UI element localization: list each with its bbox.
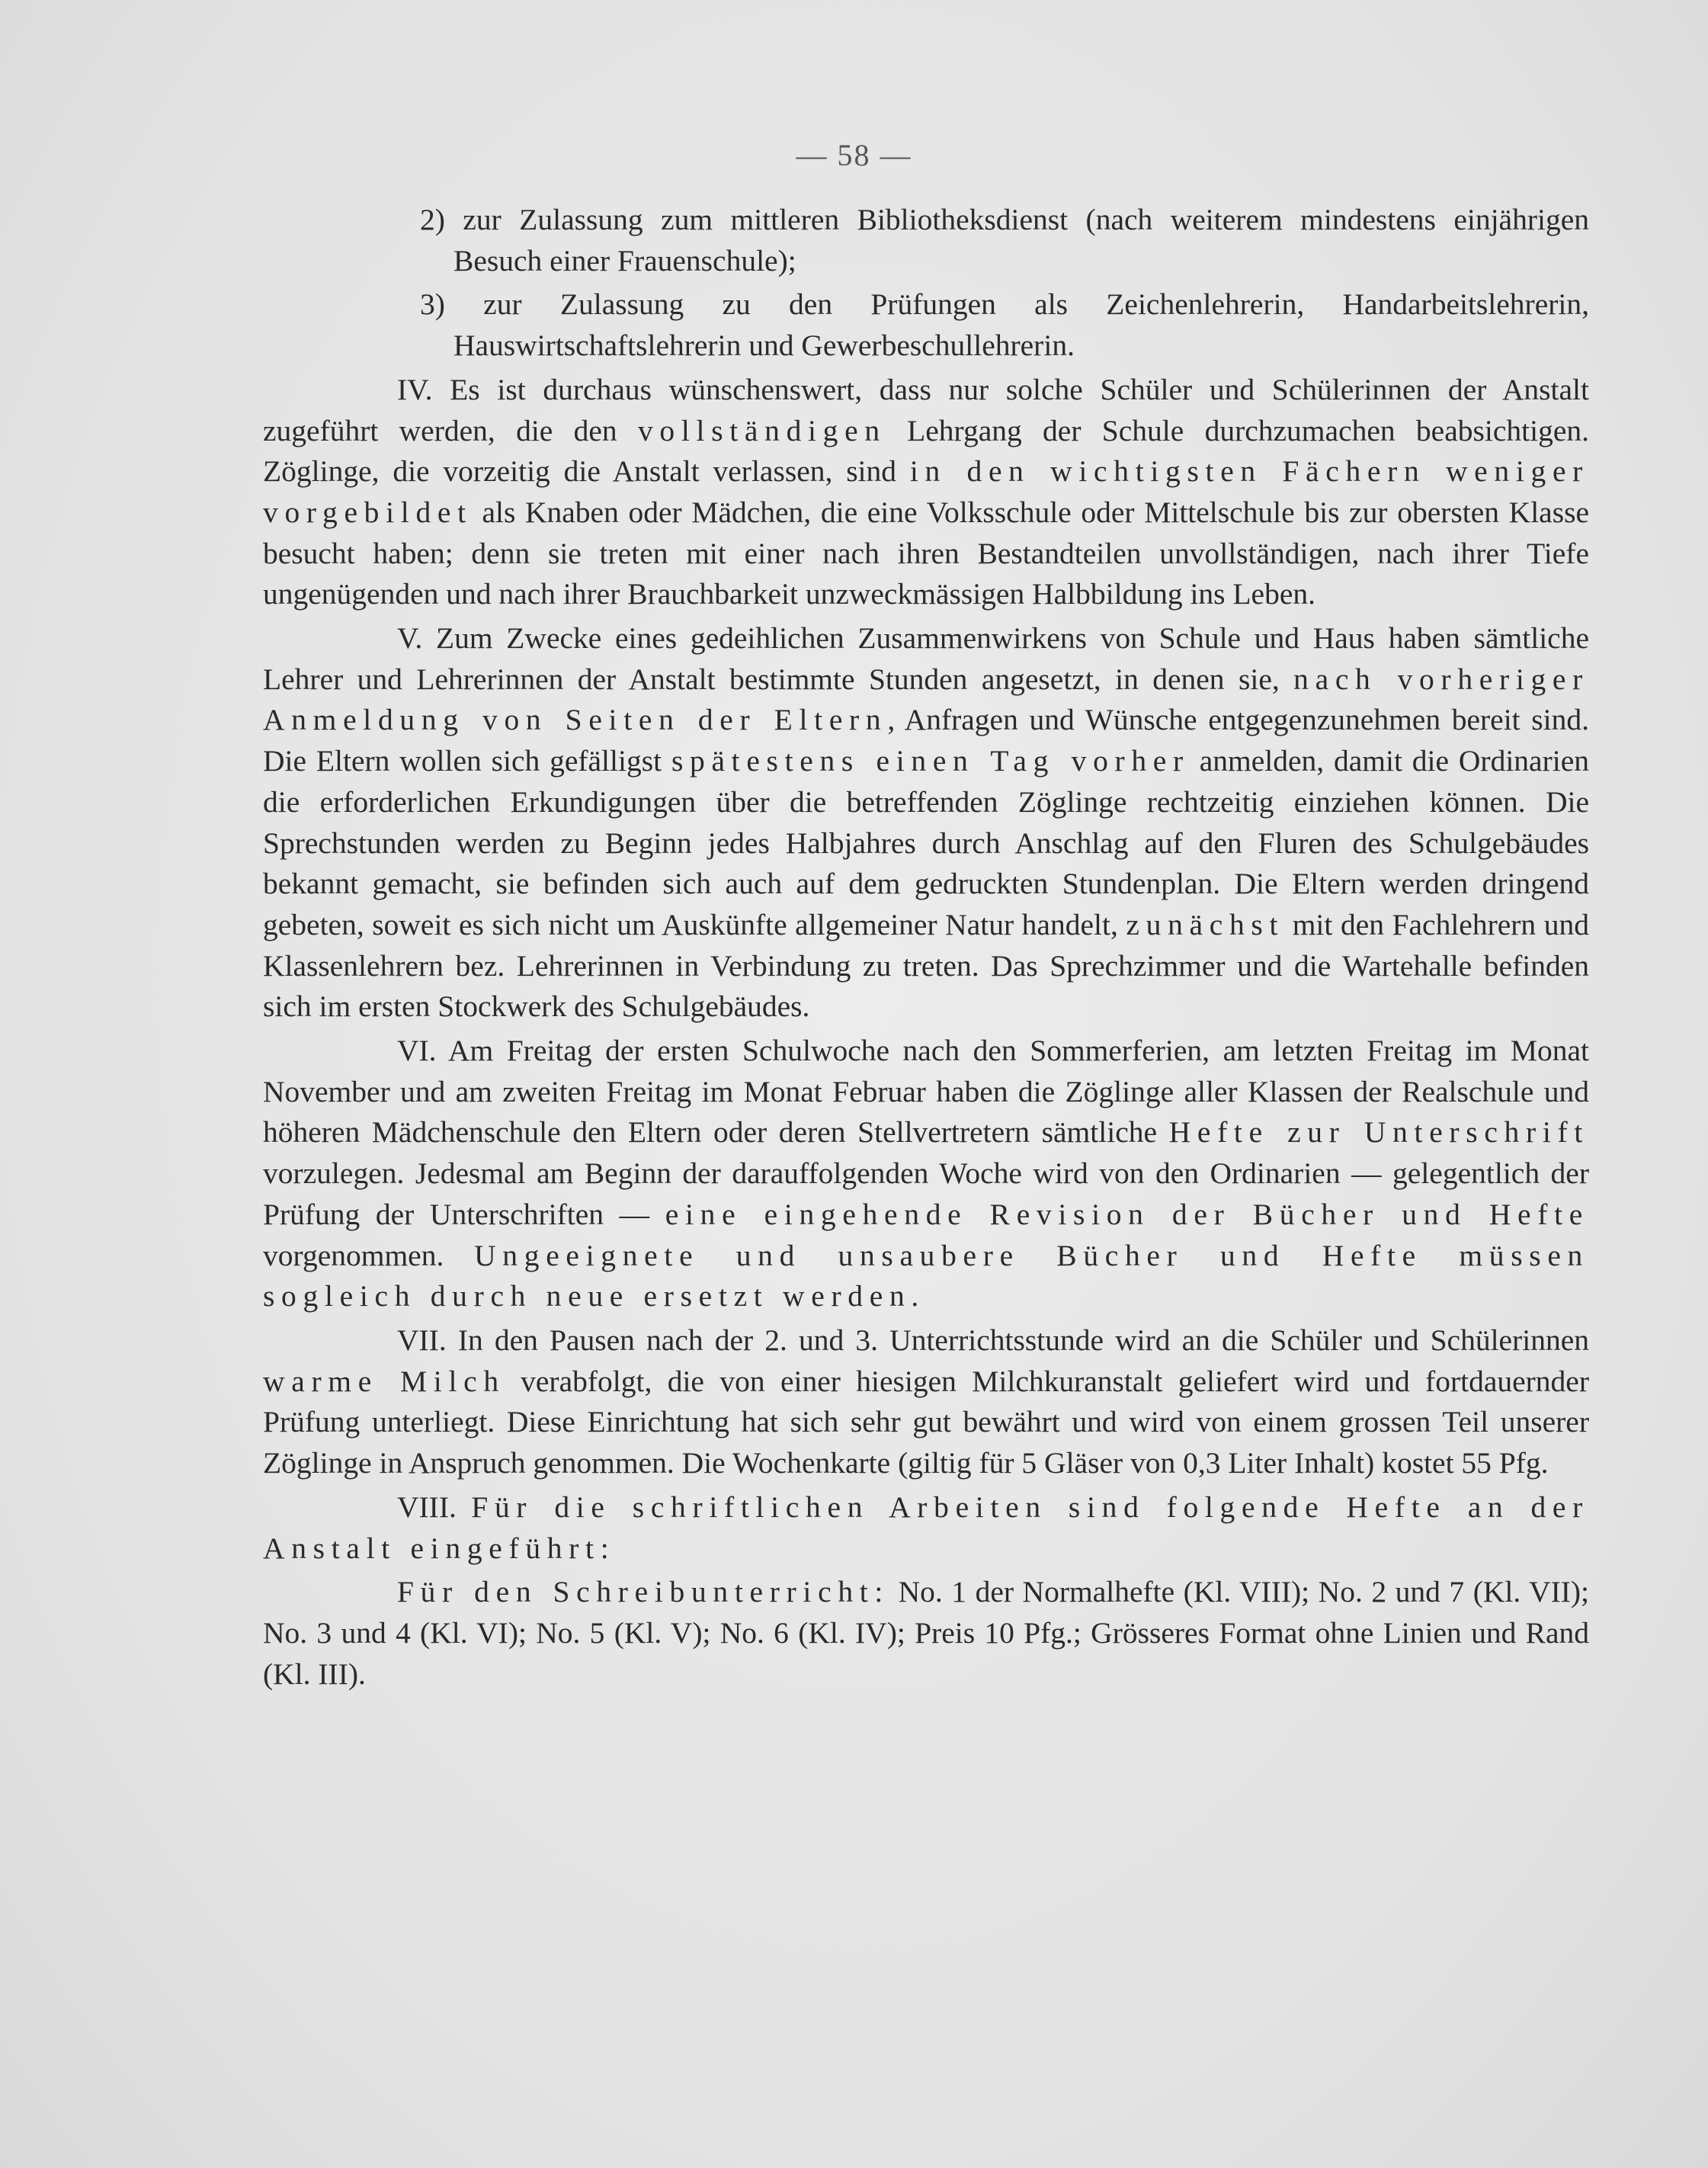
emphasized-text: Ungeeignete und unsaubere Bücher und Hefte müssen sogleich durch neue ersetzt werden. (263, 1238, 1589, 1313)
text-run: , Anfragen und Wünsche entgegenzunehmen bereit sind. Die Eltern wollen sich gefälligst (263, 703, 1589, 778)
text-run: Lehrgang der Schule durchzumachen beabsichtigen. Zöglinge, die vorzeitig die Anstalt verlassen, sind (263, 413, 1589, 489)
text-run: No. 1 der Normalhefte (Kl. VIII); No. 2 und 7 (Kl. VII); No. 3 und 4 (Kl. VI); No. 5 (Kl. V); No. 6 (Kl. IV); Preis 10 Pfg.; Grösseres Format ohne Linien und Rand (Kl. III). (263, 1575, 1590, 1691)
emphasized-text: vollständigen (637, 413, 886, 447)
paragraph (263, 1031, 1589, 1317)
text-run: VII. In den Pausen nach der 2. und 3. Unterrichtsstunde wird an die Schüler und Schülerinnen (397, 1323, 1589, 1357)
emphasized-text: in den wichtigsten Fächern weniger vorgebildet (263, 454, 1590, 529)
text-run: verabfolgt, die von einer hiesigen Milchkuranstalt geliefert wird und fortdauernder Prüfung unterliegt. Diese Einrichtung hat sich sehr gut bewährt und wird von einem grossen Teil unserer Zöglinge in Anspruch genommen. Die Wochenkarte (giltig für 5 Gläser von 0,3 Liter Inhalt) kostet 55 Pfg. (263, 1364, 1589, 1480)
text-run: als Knaben oder Mädchen, die eine Volksschule oder Mittelschule bis zur obersten Klasse besucht haben; denn sie treten mit einer nach ihren Bestandteilen unvollständigen, nach ihrer Tiefe ungenügenden und nach ihrer Brauchbarkeit unzweckmässigen Halbbildung ins Leben. (263, 495, 1589, 611)
paragraph (263, 1572, 1589, 1695)
emphasized-text: spätestens einen Tag vorher (671, 744, 1190, 778)
text-run: 3) zur Zulassung zu den Prüfungen als Zeichenlehrerin, Handarbeitslehrerin, Hauswirtschaftslehrerin und Gewerbeschullehrerin. (420, 287, 1589, 363)
text-run: V. Zum Zwecke eines gedeihlichen Zusammenwirkens von Schule und Haus haben sämtliche Lehrer und Lehrerinnen der Anstalt bestimmte Stunden angesetzt, in denen sie, (263, 621, 1589, 696)
text-run: 2) zur Zulassung zum mittleren Bibliotheksdienst (nach weiterem mindestens einjährigen Besuch einer Frauenschule); (420, 203, 1589, 277)
emphasized-text: warme Milch (263, 1364, 505, 1398)
emphasized-text: Für die schriftlichen Arbeiten sind folgende Hefte an der Anstalt eingeführt: (263, 1490, 1589, 1565)
emphasized-text: Für den Schreibunterricht: (397, 1575, 890, 1609)
text-run: VI. Am Freitag der ersten Schulwoche nach den Sommerferien, am letzten Freitag im Monat November und am zweiten Freitag im Monat Februar haben die Zöglinge aller Klassen der Realschule und höheren Mädchenschule den Eltern oder deren Stellvertretern sämtliche (263, 1034, 1589, 1150)
text-run: vorzulegen. Jedesmal am Beginn der darauffolgenden Woche wird von den Ordinarien — gelegentlich der Prüfung der Unterschriften — (263, 1156, 1589, 1231)
paragraph (263, 370, 1589, 615)
emphasized-text: zunächst (1126, 907, 1285, 941)
emphasized-text: nach vorheriger Anmeldung von Seiten der Eltern (263, 662, 1589, 737)
page-number: — 58 — (796, 138, 912, 172)
paragraph (263, 618, 1589, 1028)
list-item (263, 200, 1589, 281)
text-run: IV. Es ist durchaus wünschenswert, dass nur solche Schüler und Schülerinnen der Anstalt zugeführt werden, die den (263, 372, 1589, 447)
body-text (263, 200, 1589, 1698)
text-run: vorgenommen. (263, 1238, 475, 1272)
emphasized-text: eine eingehende Revision der Bücher und Hefte (665, 1197, 1590, 1231)
paragraph (263, 1320, 1589, 1484)
paragraph (263, 1487, 1589, 1569)
emphasized-text: Hefte zur Unterschrift (1168, 1115, 1589, 1150)
text-run: VIII. (397, 1490, 472, 1524)
list-item (263, 284, 1589, 366)
text-run: mit den Fachlehrern und Klassenlehrern bez. Lehrerinnen in Verbindung zu treten. Das Sprechzimmer und die Wartehalle befinden sich im ersten Stockwerk des Schulgebäudes. (263, 907, 1589, 1024)
text-run: anmelden, damit die Ordinarien die erforderlichen Erkundigungen über die betreffenden Zöglinge rechtzeitig einziehen können. Die Sprechstunden werden zu Beginn jedes Halbjahres durch Anschlag auf den Fluren des Schulgebäudes bekannt gemacht, sie befinden sich auch auf dem gedruckten Stundenplan. Die Eltern werden dringend gebeten, soweit es sich nicht um Auskünfte allgemeiner Natur handelt, (263, 744, 1589, 941)
